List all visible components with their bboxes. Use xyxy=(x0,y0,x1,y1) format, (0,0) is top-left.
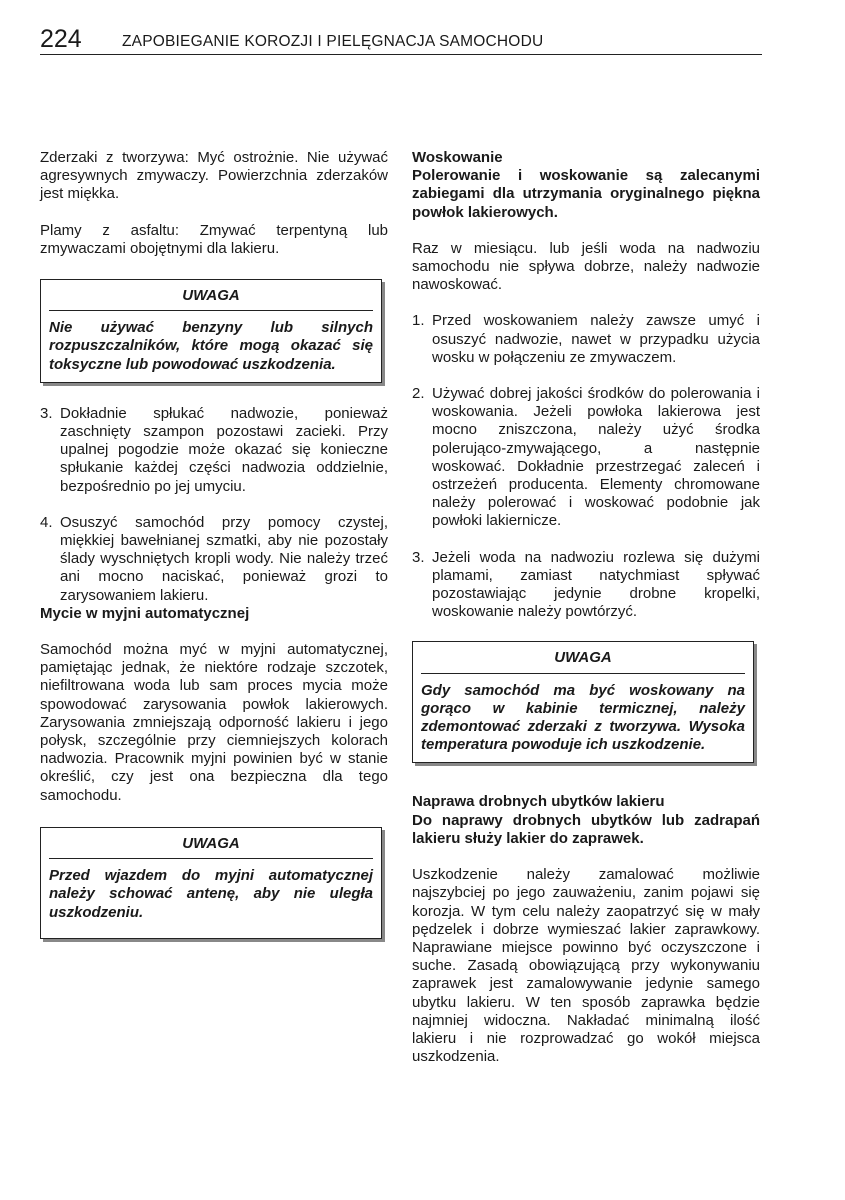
list-item-number: 1. xyxy=(412,312,425,330)
paragraph-repair: Uszkodzenie należy zamalować możliwie najszybciej po jego zauważeniu, zanim pojawi się korozja. W tym celu należy zaopatrzyć się w mały pędzelek i dobrze wymieszać lakier zaprawkowy. Naprawiane miejsce powinno być oczyszczone i suche. Zasadą obowiązującą przy wykonywaniu zaprawek jest zamalowywanie jedynie samego ubytku lakieru. W ten sposób zaprawka będzie najmniej widoczna. Nakładać minimalną ilość lakieru i nie rozprowadzać go wokół miejsca uszkodzenia. xyxy=(412,866,760,1066)
paragraph-asphalt: Plamy z asfaltu: Zmywać terpentyną lub zmywaczami obojętnymi dla lakieru. xyxy=(40,221,388,257)
paragraph-car-wash: Samochód można myć w myjni automatycznej, pamiętając jednak, że niektóre rodzaje szczotek, niefiltrowana woda lub sam proces mycia może spowodować zarysowania powłok lakierowych. Zarysowania zmniejszają odporność lakieru i jego połysk, szczególnie przy ciemniejszych kolorach nadwozia. Pracownik myjni powinien być w stanie określić, czy jest ona bezpieczna dla tego samochodu. xyxy=(40,641,388,804)
warning-text: Gdy samochód ma być woskowany na gorąco w kabinie termicznej, należy zdemontować zderzaki z tworzywa. Wysoka temperatura powoduje ich uszkodzenie. xyxy=(421,681,745,754)
list-item-text: Osuszyć samochód przy pomocy czystej, miękkiej bawełnianej szmatki, aby nie pozostały ślady wyschniętych kropli wody. Nie należy trzeć ani mocno naciskać, ponieważ grozi to zarysowaniem lakieru. xyxy=(60,513,388,604)
warning-title: UWAGA xyxy=(49,280,373,311)
list-item-number: 3. xyxy=(412,548,425,566)
paragraph-waxing: Raz w miesiącu. lub jeśli woda na nadwoziu samochodu nie spływa dobrze, należy nadwozie nawoskować. xyxy=(412,239,760,294)
list-item xyxy=(40,514,388,605)
list-item-number: 2. xyxy=(412,385,425,403)
warning-title: UWAGA xyxy=(421,642,745,673)
lead-waxing: Polerowanie i woskowanie są zalecanymi zabiegami dla utrzymania oryginalnego piękna powłok lakierowych. xyxy=(412,167,760,221)
page-header xyxy=(40,25,762,55)
section-heading-waxing: Woskowanie xyxy=(412,149,503,166)
list-item xyxy=(412,549,760,622)
list-item-number: 3. xyxy=(40,404,53,422)
warning-text: Przed wjazdem do myjni automatycznej należy schować antenę, aby nie uległa uszkodzeniu. xyxy=(49,867,373,921)
section-heading-repair: Naprawa drobnych ubytków lakieru xyxy=(412,793,665,811)
list-item xyxy=(412,312,760,367)
list-item-text: Dokładnie spłukać nadwozie, ponieważ zaschnięty szampon pozostawi zacieki. Przy upalnej pogodzie może okazać się konieczne spłukanie każdej części nadwozia oddzielnie, bezpośrednio po jej umyciu. xyxy=(60,404,388,495)
list-item-number: 4. xyxy=(40,513,53,531)
warning-text: Nie używać benzyny lub silnych rozpuszczalników, które mogą okazać się toksyczne lub powodować uszkodzenia. xyxy=(49,319,373,373)
list-item-text: Jeżeli woda na nadwoziu rozlewa się dużymi plamami, zamiast natychmiast spływać pozostawiając jedynie drobne kropelki, woskowanie należy powtórzyć. xyxy=(432,548,760,621)
right-column xyxy=(412,149,760,1066)
warning-box-heat xyxy=(412,641,754,763)
section-heading-car-wash: Mycie w myjni automatycznej xyxy=(40,604,250,622)
running-title: ZAPOBIEGANIE KOROZJI I PIELĘGNACJA SAMOCHODU xyxy=(122,33,544,50)
lead-repair: Do naprawy drobnych ubytków lub zadrapań lakieru służy lakier do zaprawek. xyxy=(412,811,760,847)
list-item-text: Przed woskowaniem należy zawsze umyć i osuszyć nadwozie, nawet w przypadku użycia wosku w połączeniu ze zmywaczem. xyxy=(432,312,760,366)
warning-title: UWAGA xyxy=(49,828,373,859)
warning-box-antenna xyxy=(40,827,382,939)
list-item-text: Używać dobrej jakości środków do polerowania i woskowania. Jeżeli powłoka lakierowa jest mocno zniszczona, należy użyć środka polerująco-zmywającego, a następnie woskować. Dokładnie przestrzegać zaleceń i ostrzeżeń producenta. Elementy chromowane należy polerować i woskować podobnie jak powłoki lakiernicze. xyxy=(432,385,760,530)
warning-box-solvents xyxy=(40,279,382,383)
paragraph-bumpers: Zderzaki z tworzywa: Myć ostrożnie. Nie używać agresywnych zmywaczy. Powierzchnia zderzaków jest miękka. xyxy=(40,149,388,203)
list-item xyxy=(40,405,388,496)
list-item xyxy=(412,385,760,531)
page-number: 224 xyxy=(40,25,82,53)
left-column xyxy=(40,149,388,939)
